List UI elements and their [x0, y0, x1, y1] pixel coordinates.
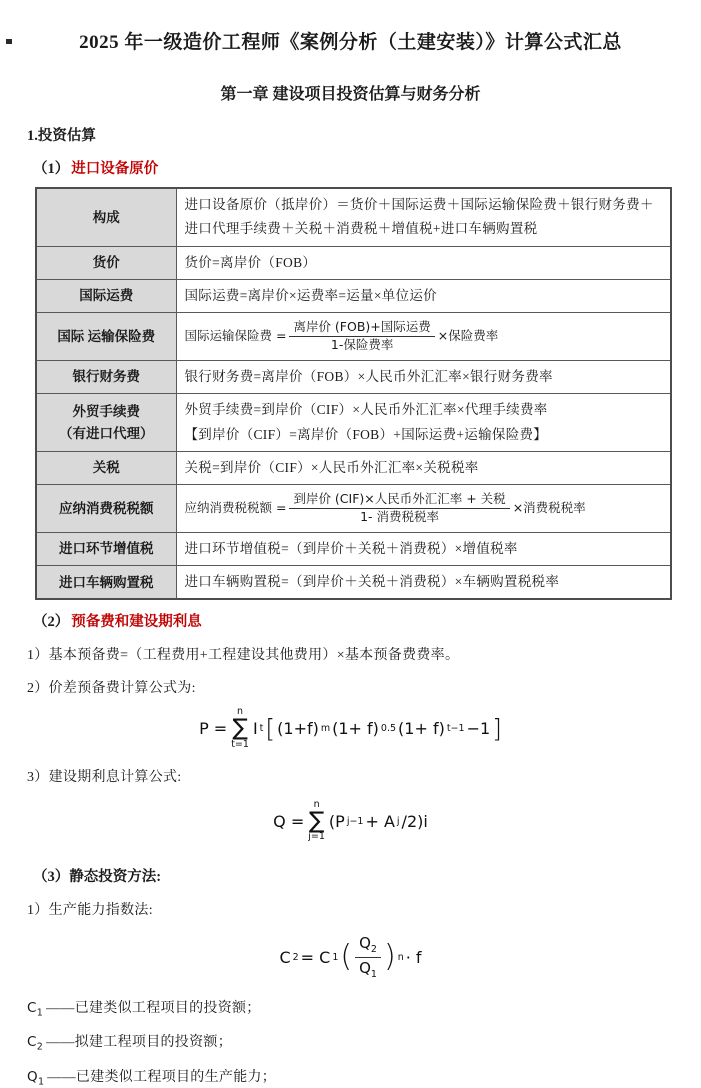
symbol: $C_1$ [27, 999, 44, 1019]
document-page [0, 27, 701, 1088]
fraction-numerator: 到岸价 (CIF)×人民币外汇汇率 + 关税 [289, 491, 509, 509]
fraction [289, 491, 509, 526]
minus-one: −1 [466, 719, 491, 739]
term2-exponent: 0.5 [380, 723, 397, 735]
lhs-subscript: 2 [292, 951, 299, 963]
formula-lhs: 国际运输保险费 = [184, 328, 287, 344]
interest-formula-block [0, 800, 701, 843]
open-bracket: [ [265, 714, 276, 744]
row-label: 国际 运输保险费 [36, 313, 176, 361]
term1-exponent: m [320, 723, 331, 735]
table-row-composition [36, 188, 671, 246]
row-label: 国际运费 [36, 279, 176, 312]
term2-base: (1+ f) [332, 719, 379, 739]
row-content: 银行财务费=离岸价（FOB）×人民币外汇汇率×银行财务费率 [176, 360, 671, 393]
row-label: 进口车辆购置税 [36, 566, 176, 600]
formula-tail: ×消费税税率 [512, 500, 586, 516]
equals-c1: = C [300, 947, 331, 967]
fraction-denominator: 1-保险费率 [330, 337, 394, 353]
symbol: $C_2$ [27, 1034, 44, 1053]
sigma-glyph: ∑ [308, 807, 325, 834]
row-content: 进口设备原价（抵岸价）＝货价＋国际运费＋国际运输保险费＋银行财务费＋进口代理手续费＋关税＋消费税＋增值税+进口车辆购置税 [176, 188, 671, 246]
subsection-number: （1） [33, 161, 70, 177]
term3-base: (1+ f) [398, 719, 445, 739]
table-row-vehicle-purchase-tax [36, 566, 671, 600]
fraction-numerator: 离岸价 (FOB)+国际运费 [289, 319, 434, 337]
row-label-line1: 外贸手续费 [72, 403, 140, 419]
row-content: 国际运费=离岸价×运费率=运量×单位运价 [176, 279, 671, 312]
row-label: 银行财务费 [36, 360, 176, 393]
table-row-bank-finance-fee [36, 360, 671, 393]
scan-artifact [6, 39, 12, 44]
lhs-base: C [279, 947, 291, 967]
summation-symbol [308, 800, 325, 843]
construction-interest-line: 3）建设期利息计算公式: [27, 770, 182, 786]
row-content: 货价=离岸价（FOB） [176, 246, 671, 279]
subsection-title: 静态投资方法: [69, 868, 162, 885]
symbol: $Q_1$ [27, 1068, 45, 1088]
formula-lhs: P = [199, 719, 228, 739]
insurance-formula [185, 317, 663, 356]
capacity-index-formula [279, 931, 421, 984]
row-content: 关税=到岸价（CIF）×人民币外汇汇率×关税税率 [176, 451, 671, 484]
subsection-heading-import-equipment-price [33, 157, 701, 178]
row-label [36, 394, 176, 452]
consumption-tax-formula [185, 489, 663, 528]
row-content [176, 394, 671, 452]
fraction-denominator: $Q_1$ [359, 958, 377, 980]
sigma-glyph: ∑ [232, 714, 248, 741]
table-row-international-freight [36, 279, 671, 312]
row-label: 构成 [36, 188, 176, 246]
foreign-trade-fee-line2: 【到岸价（CIF）=离岸价（FOB）+国际运费+运输保险费】 [184, 426, 548, 442]
row-label: 应纳消费税税额 [36, 485, 176, 533]
row-label: 进口环节增值税 [36, 532, 176, 565]
term1-base: (1+f) [277, 719, 319, 739]
term-subscript-1: j−1 [346, 816, 364, 828]
price-diff-formula [199, 707, 502, 750]
definition-text: ——拟建工程项目的投资额； [46, 1035, 232, 1051]
term3-exponent: t−1 [446, 723, 465, 735]
basic-reserve-line: 1）基本预备费=（工程费用+工程建设其他费用）×基本预备费费率。 [27, 648, 460, 664]
import-equipment-price-table [35, 187, 672, 600]
term-mid: + A [365, 812, 395, 832]
table-row-tariff [36, 451, 671, 484]
row-label-line2: （有进口代理） [59, 425, 154, 441]
sum-upper-limit: n [313, 799, 320, 811]
row-content: 进口车辆购置税=（到岸价＋关税＋消费税）×车辆购置税税率 [176, 566, 671, 600]
table-row-goods-price [36, 246, 671, 279]
exponent-n: n [397, 951, 404, 963]
foreign-trade-fee-line1: 外贸手续费=到岸价（CIF）×人民币外汇汇率×代理手续费率 [184, 402, 548, 418]
fraction-denominator: 1- 消费税税率 [360, 509, 440, 524]
row-content [176, 313, 671, 361]
formula-tail: ×保险费率 [437, 328, 499, 344]
table-row-foreign-trade-fee [36, 394, 671, 452]
q-ratio-fraction [355, 933, 381, 982]
open-paren: ( [340, 939, 353, 975]
c1-subscript: 1 [332, 951, 339, 963]
formula-lhs: Q = [273, 812, 305, 832]
capacity-index-line: 1）生产能力指数法: [27, 902, 153, 918]
sum-upper-limit: n [237, 706, 244, 718]
definition-q1 [27, 1066, 701, 1088]
close-paren: ) [383, 939, 396, 975]
subsection-number: （3） [33, 868, 70, 885]
chapter-title: 第一章 建设项目投资估算与财务分析 [220, 86, 481, 103]
formula-lhs: 应纳消费税税额 = [184, 500, 287, 516]
price-diff-formula-block [0, 707, 701, 750]
subsection-title: 进口设备原价 [71, 161, 159, 177]
table-row-consumption-tax [36, 485, 671, 533]
section-heading-investment-estimate: 1.投资估算 [27, 128, 96, 144]
row-content: 进口环节增值税=（到岸价＋关税＋消费税）×增值税率 [176, 532, 671, 565]
definition-text: ——已建类似工程项目的投资额； [46, 1000, 261, 1016]
document-title: 2025 年一级造价工程师《案例分析（土建安装）》计算公式汇总 [79, 32, 622, 53]
table-row-transport-insurance [36, 313, 671, 361]
price-diff-reserve-line: 2）价差预备费计算公式为: [27, 681, 196, 697]
coefficient-subscript: t [259, 723, 264, 735]
definition-c2 [27, 1031, 701, 1053]
capacity-index-formula-block [0, 931, 701, 984]
table-row-import-vat [36, 532, 671, 565]
symbol-definitions [27, 997, 701, 1088]
subsection-heading-static-investment [33, 865, 701, 886]
subsection-number: （2） [33, 614, 70, 631]
interest-formula [273, 800, 428, 843]
row-label: 货价 [36, 246, 176, 279]
sum-lower-limit: t=1 [231, 738, 249, 750]
sum-lower-limit: j=1 [308, 831, 325, 843]
fraction-numerator: $Q_2$ [355, 933, 381, 958]
term-open: (P [328, 812, 345, 832]
close-bracket: ] [492, 714, 502, 744]
term-subscript-2: j [396, 816, 400, 828]
dot-f: · f [405, 947, 422, 967]
definition-text: ——已建类似工程项目的生产能力； [47, 1069, 277, 1085]
row-label: 关税 [36, 451, 176, 484]
subsection-title: 预备费和建设期利息 [71, 614, 202, 631]
term-tail: /2)i [401, 812, 428, 832]
summation-symbol [231, 707, 249, 750]
fraction [289, 319, 434, 354]
row-content [176, 485, 671, 533]
definition-c1 [27, 997, 701, 1019]
subsection-heading-reserve-and-interest [33, 610, 701, 631]
coefficient-base: I [252, 719, 258, 739]
